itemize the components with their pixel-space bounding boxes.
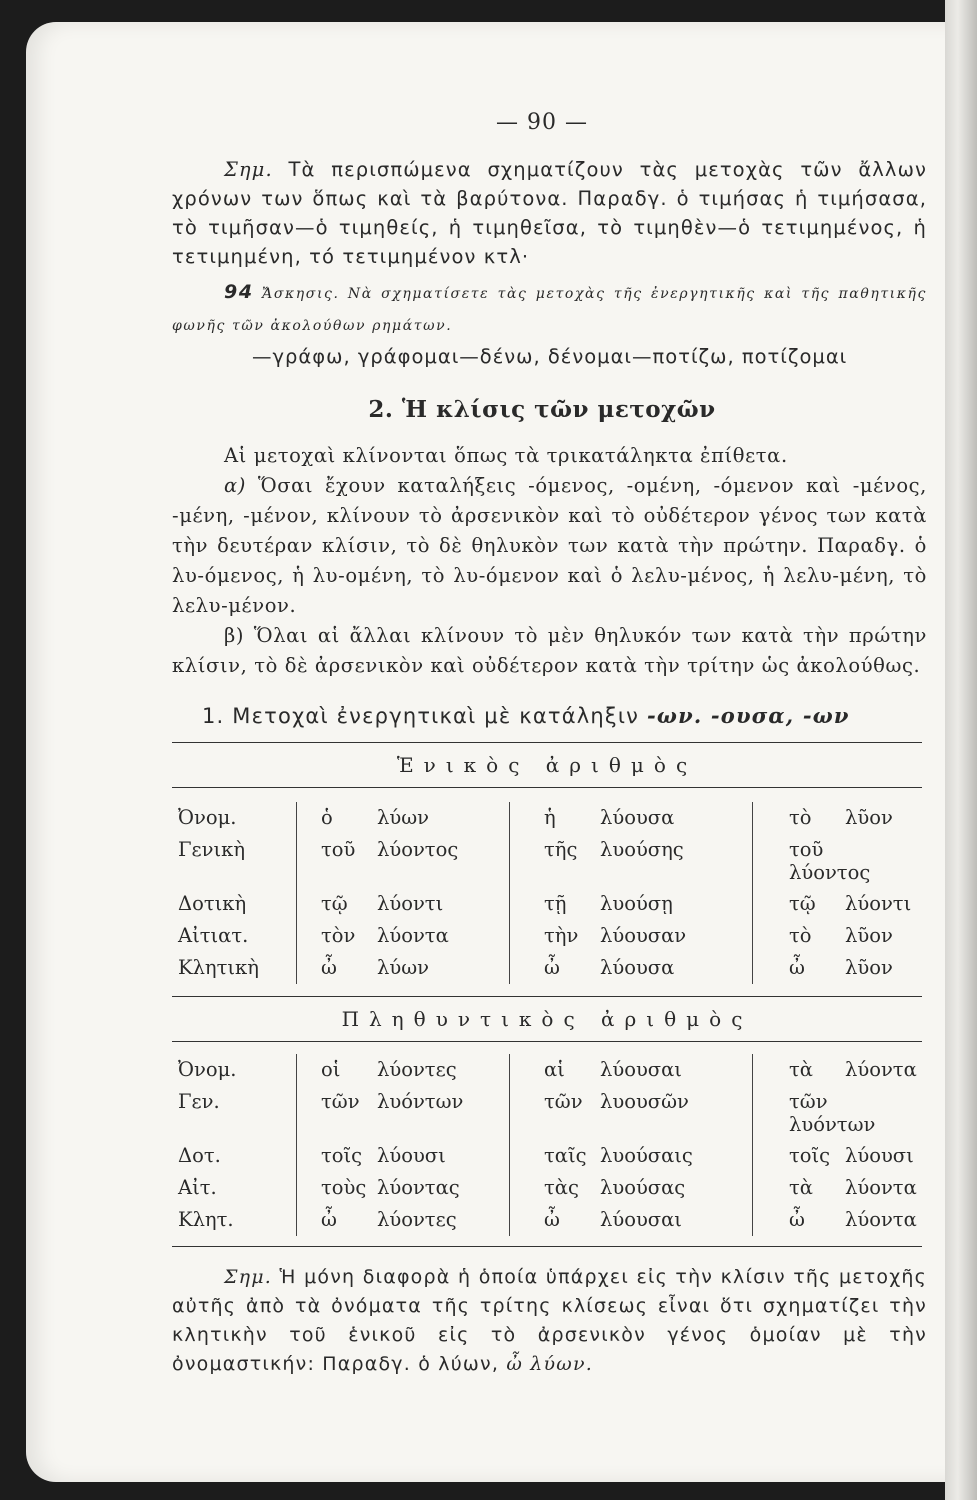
- masculine-form: [297, 888, 510, 920]
- paragraph-a: [172, 471, 927, 621]
- case-name: Γεν.: [178, 1090, 220, 1113]
- note-label: Σημ.: [224, 158, 273, 181]
- participle: λύοντα: [845, 1208, 917, 1231]
- closing-note: [172, 1263, 927, 1379]
- participle: λῦον: [845, 956, 893, 979]
- declension-row: [172, 952, 922, 984]
- article: ἡ: [544, 806, 556, 829]
- article: τῇ: [544, 892, 567, 915]
- participle: λύουσαν: [600, 924, 687, 947]
- feminine-form: [510, 1172, 753, 1204]
- participle: λυούσης: [600, 838, 684, 861]
- section-heading: 2. Ἡ κλίσις τῶν μετοχῶν: [368, 396, 716, 423]
- declension-row: [172, 802, 922, 834]
- note-text: Τὰ περισπώμενα σχηματίζουν τὰς μετοχὰς τῶν ἄλλων χρόνων των ὅπως καὶ τὰ βαρύτονα. Παραδγ. ὁ τιμήσας ἡ τιμήσασα, τὸ τιμῆσαν—ὁ τιμηθείς, ἡ τιμηθεῖσα, τὸ τιμηθὲν—ὁ τετιμημένος, ἡ τετιμημένη, τό τετιμημένον κτλ·: [172, 158, 927, 268]
- participle: λυούσῃ: [600, 892, 673, 915]
- participle: λύοντας: [377, 1176, 460, 1199]
- case-label: [172, 1086, 297, 1140]
- article: τὰ: [789, 1176, 813, 1199]
- feminine-form: [510, 920, 753, 952]
- article: τῷ: [789, 892, 816, 915]
- article: τὰς: [544, 1176, 579, 1199]
- page-edge-strip: [945, 0, 977, 1500]
- case-label: [172, 1140, 297, 1172]
- masculine-form: [297, 1086, 510, 1140]
- article: τῶν: [544, 1090, 583, 1113]
- article: τοῦ: [321, 838, 356, 861]
- page-number: — 90 —: [496, 110, 588, 135]
- case-name: Αἰτ.: [178, 1176, 217, 1199]
- participle: λύοντες: [377, 1058, 457, 1081]
- case-name: Κλητ.: [178, 1208, 234, 1231]
- paragraph-a-label: α): [224, 474, 246, 497]
- article: τὰ: [789, 1058, 813, 1081]
- article: τὴν: [544, 924, 579, 947]
- article: τὸ: [789, 924, 812, 947]
- exercise-paragraph: [172, 277, 927, 341]
- masculine-form: [297, 1054, 510, 1086]
- declension-row: [172, 834, 922, 888]
- case-label: [172, 1172, 297, 1204]
- case-name: Δοτ.: [178, 1144, 221, 1167]
- participle: λύουσαι: [600, 1208, 682, 1231]
- singular-caption: Ἑνικὸς ἀριθμὸς: [396, 753, 698, 777]
- feminine-form: [510, 834, 753, 888]
- participle: λύουσι: [845, 1144, 914, 1167]
- article: τῷ: [321, 892, 348, 915]
- neuter-form: [753, 1086, 923, 1140]
- masculine-form: [297, 802, 510, 834]
- participle: λύουσα: [600, 806, 675, 829]
- article: ὁ: [321, 806, 333, 829]
- article: τοὺς: [321, 1176, 367, 1199]
- neuter-form: [753, 888, 923, 920]
- exercise-number: 94: [224, 281, 254, 303]
- participle: λύοντος: [377, 838, 459, 861]
- case-name: Ὀνομ.: [178, 806, 237, 829]
- masculine-form: [297, 952, 510, 984]
- participle: λύοντα: [377, 924, 449, 947]
- closing-note-label: Σημ.: [224, 1266, 273, 1288]
- participle: λύοντα: [845, 1058, 917, 1081]
- declension-row: [172, 1140, 922, 1172]
- article: ὦ: [544, 1208, 560, 1231]
- paragraph-b: [172, 621, 927, 681]
- case-label: [172, 920, 297, 952]
- article: ὦ: [789, 956, 805, 979]
- feminine-form: [510, 888, 753, 920]
- participle: λῦον: [845, 806, 893, 829]
- neuter-form: [753, 802, 923, 834]
- article: αἱ: [544, 1058, 565, 1081]
- case-name: Γενικὴ: [178, 838, 246, 861]
- plural-caption: Πληθυντικὸς ἀριθμὸς: [341, 1007, 753, 1031]
- plural-table: [172, 1054, 922, 1236]
- participle: λύοντι: [377, 892, 444, 915]
- article: τοῖς: [321, 1144, 363, 1167]
- neuter-form: [753, 920, 923, 952]
- declension-row: [172, 920, 922, 952]
- declension-row: [172, 1054, 922, 1086]
- feminine-form: [510, 1140, 753, 1172]
- closing-note-example: ὦ λύων.: [506, 1353, 593, 1375]
- article: ὦ: [544, 956, 560, 979]
- case-label: [172, 834, 297, 888]
- participle: λύοντι: [845, 892, 912, 915]
- feminine-form: [510, 1054, 753, 1086]
- article: ὦ: [789, 1208, 805, 1231]
- neuter-form: [753, 1204, 923, 1236]
- participle: λύων: [377, 956, 429, 979]
- participle: λύων: [377, 806, 429, 829]
- section-intro: Αἱ μετοχαὶ κλίνονται ὅπως τὰ τρικατάληκτα ἐπίθετα.: [224, 444, 788, 467]
- neuter-form: [753, 1054, 923, 1086]
- participle: λύοντος: [789, 861, 871, 884]
- article: ὦ: [321, 1208, 337, 1231]
- participle: λυόντων: [789, 1113, 876, 1136]
- article: τὸν: [321, 924, 356, 947]
- case-name: Κλητικὴ: [178, 956, 259, 979]
- feminine-form: [510, 802, 753, 834]
- article: τῶν: [321, 1090, 360, 1113]
- article: ταῖς: [544, 1144, 587, 1167]
- article: τὸ: [789, 806, 812, 829]
- declension-row: [172, 888, 922, 920]
- participle: λύουσαι: [600, 1058, 682, 1081]
- article: τῶν: [789, 1090, 828, 1113]
- case-label: [172, 952, 297, 984]
- singular-caption-rule: [172, 787, 922, 788]
- participle: λύοντα: [845, 1176, 917, 1199]
- article: τοῦ: [789, 838, 824, 861]
- participle: λυουσῶν: [600, 1090, 689, 1113]
- plural-caption-rule: [172, 1041, 922, 1042]
- article: τῆς: [544, 838, 578, 861]
- case-name: Δοτικὴ: [178, 892, 247, 915]
- closing-note-text: Ἡ μόνη διαφορὰ ἡ ὁποία ὑπάρχει εἰς τὴν κλίσιν τῆς μετοχῆς αὐτῆς ἀπὸ τὰ ὀνόματα τῆς τρίτης κλίσεως εἶναι ὅτι σχηματίζει τὴν κλητικὴν τοῦ ἑνικοῦ εἰς τὸ ἀρσενικὸν γένος ὁμοίαν μὲ τὴν ὀνομαστικήν: Παραδγ. ὁ λύων,: [172, 1266, 928, 1375]
- participle: λυόντων: [377, 1090, 464, 1113]
- feminine-form: [510, 1086, 753, 1140]
- feminine-form: [510, 952, 753, 984]
- page-content: [172, 110, 932, 1379]
- participle: λυούσαις: [600, 1144, 693, 1167]
- table-title-text: 1. Μετοχαὶ ἐνεργητικαὶ μὲ κατάληξιν: [202, 704, 640, 728]
- plural-bottom-rule: [172, 1246, 922, 1247]
- article: οἱ: [321, 1058, 341, 1081]
- participle: λύουσι: [377, 1144, 446, 1167]
- case-name: Ὀνομ.: [178, 1058, 237, 1081]
- case-label: [172, 1054, 297, 1086]
- neuter-form: [753, 834, 923, 888]
- masculine-form: [297, 1204, 510, 1236]
- masculine-form: [297, 1172, 510, 1204]
- exercise-verbs: —γράφω, γράφομαι—δένω, δένομαι—ποτίζω, ποτίζομαι: [252, 345, 848, 368]
- table-title-endings: -ων. -ουσα, -ων: [646, 703, 850, 728]
- case-name: Αἰτιατ.: [178, 924, 249, 947]
- paragraph-a-text: Ὅσαι ἔχουν καταλήξεις -όμενος, -ομένη, -όμενον καὶ -μένος, -μένη, -μένον, κλίνουν τὸ ἀρσενικὸν καὶ τὸ οὐδέτερον γένος των κατὰ τὴν δευτέραν κλίσιν, τὸ δὲ θηλυκὸν των κατὰ τὴν πρώτην. Παραδγ. ὁ λυ-όμενος, ἡ λυ-ομένη, τὸ λυ-όμενον καὶ ὁ λελυ-μένος, ἡ λελυ-μένη, τὸ λελυ-μένον.: [172, 474, 927, 617]
- declension-row: [172, 1172, 922, 1204]
- participle: λυούσας: [600, 1176, 686, 1199]
- exercise-text: Νὰ σχηματίσετε τὰς μετοχὰς τῆς ἐνεργητικῆς καὶ τῆς παθητικῆς φωνῆς τῶν ἀκολούθων ρημάτων.: [172, 286, 927, 334]
- table-title: [202, 703, 932, 728]
- case-label: [172, 802, 297, 834]
- exercise-label: Ἄσκησις.: [261, 286, 340, 302]
- neuter-form: [753, 952, 923, 984]
- singular-table: [172, 802, 922, 984]
- note-paragraph: [172, 155, 927, 271]
- case-label: [172, 888, 297, 920]
- feminine-form: [510, 1204, 753, 1236]
- participle: λύοντες: [377, 1208, 457, 1231]
- participle: λῦον: [845, 924, 893, 947]
- article: ὦ: [321, 956, 337, 979]
- case-label: [172, 1204, 297, 1236]
- masculine-form: [297, 1140, 510, 1172]
- declension-row: [172, 1086, 922, 1140]
- masculine-form: [297, 920, 510, 952]
- neuter-form: [753, 1172, 923, 1204]
- masculine-form: [297, 834, 510, 888]
- participle: λύουσα: [600, 956, 675, 979]
- neuter-form: [753, 1140, 923, 1172]
- declension-row: [172, 1204, 922, 1236]
- paragraph-b-text: Ὅλαι αἱ ἄλλαι κλίνουν τὸ μὲν θηλυκόν των κατὰ τὴν πρώτην κλίσιν, τὸ δὲ ἀρσενικὸν καὶ οὐδέτερον κατὰ τὴν τρίτην ὡς ἀκολούθως.: [172, 624, 927, 677]
- article: τοῖς: [789, 1144, 831, 1167]
- paragraph-b-label: β): [224, 624, 245, 647]
